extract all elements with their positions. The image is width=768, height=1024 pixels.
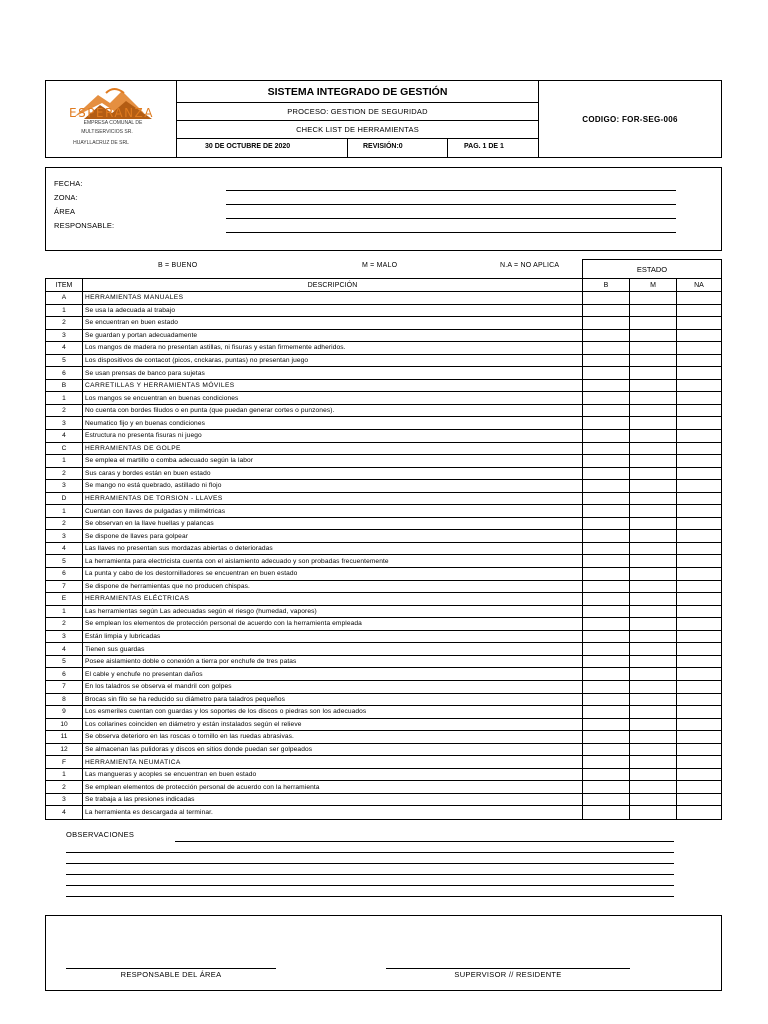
estado-na-cell[interactable] xyxy=(677,581,721,593)
estado-na-cell[interactable] xyxy=(677,305,721,317)
info-box xyxy=(45,167,722,251)
observaciones-label: OBSERVACIONES xyxy=(66,830,135,839)
item-description: Estructura no presenta fisuras ni juego xyxy=(83,430,583,442)
estado-b-cell[interactable] xyxy=(583,430,630,442)
section-title: HERRAMIENTA NEUMATICA xyxy=(83,756,583,768)
table-row xyxy=(46,668,721,681)
header-fecha: 30 DE OCTUBRE DE 2020 xyxy=(205,143,291,150)
item-number: 12 xyxy=(46,744,83,756)
estado-na-cell[interactable] xyxy=(677,794,721,806)
logo-name: ESPERANZA xyxy=(69,106,154,120)
estado-b-cell[interactable] xyxy=(583,380,630,392)
estado-m-cell[interactable] xyxy=(630,330,677,342)
estado-m-cell[interactable] xyxy=(630,593,677,605)
item-number: 5 xyxy=(46,656,83,668)
estado-header: ESTADO xyxy=(582,259,722,278)
table-row xyxy=(46,455,721,468)
item-number: 2 xyxy=(46,618,83,630)
estado-m-cell[interactable] xyxy=(630,555,677,567)
estado-m-cell[interactable] xyxy=(630,317,677,329)
table-row xyxy=(46,430,721,443)
estado-b-cell[interactable] xyxy=(583,568,630,580)
item-description: Los esmeriles cuentan con guardas y los soportes de los discos o piedras son los adecuados xyxy=(83,706,583,718)
estado-b-cell[interactable] xyxy=(583,694,630,706)
header-proceso: PROCESO: GESTION DE SEGURIDAD xyxy=(177,103,538,121)
estado-m-cell[interactable] xyxy=(630,380,677,392)
item-number: 2 xyxy=(46,781,83,793)
item-description: Se emplea el martillo o comba adecuado según la labor xyxy=(83,455,583,467)
estado-m-cell[interactable] xyxy=(630,305,677,317)
estado-m-cell[interactable] xyxy=(630,681,677,693)
estado-m-cell[interactable] xyxy=(630,581,677,593)
estado-b-cell[interactable] xyxy=(583,731,630,743)
table-row xyxy=(46,330,721,343)
section-row xyxy=(46,493,721,506)
estado-na-cell[interactable] xyxy=(677,643,721,655)
estado-b-cell[interactable] xyxy=(583,405,630,417)
estado-b-cell[interactable] xyxy=(583,794,630,806)
estado-na-cell[interactable] xyxy=(677,744,721,756)
item-number: 4 xyxy=(46,806,83,819)
estado-b-cell[interactable] xyxy=(583,505,630,517)
estado-na-cell[interactable] xyxy=(677,543,721,555)
area-label: ÁREA xyxy=(54,207,76,216)
logo-line-3: HUAYLLACRUZ DE SRL xyxy=(73,140,129,146)
header-revision: REVISIÓN:0 xyxy=(363,143,403,150)
estado-na-cell[interactable] xyxy=(677,706,721,718)
section-title: CARRETILLAS Y HERRAMIENTAS MÓVILES xyxy=(83,380,583,392)
estado-b-cell[interactable] xyxy=(583,781,630,793)
estado-m-cell[interactable] xyxy=(630,468,677,480)
fecha-field[interactable] xyxy=(226,190,676,191)
item-description: Brocas sin filo se ha reducido su diámetro para taladros pequeños xyxy=(83,694,583,706)
estado-b-cell[interactable] xyxy=(583,756,630,768)
table-row xyxy=(46,694,721,707)
table-row xyxy=(46,518,721,531)
estado-m-cell[interactable] xyxy=(630,367,677,379)
estado-b-cell[interactable] xyxy=(583,292,630,304)
estado-b-cell[interactable] xyxy=(583,455,630,467)
estado-m-cell[interactable] xyxy=(630,417,677,429)
item-description: Los dispositivos de contacot (picos, cnckaras, puntas) no presentan juego xyxy=(83,355,583,367)
item-number: 4 xyxy=(46,342,83,354)
legend-na: N.A = NO APLICA xyxy=(500,262,560,269)
table-row xyxy=(46,417,721,430)
item-description: Se mango no está quebrado, astillado ni flojo xyxy=(83,480,583,492)
item-number: 3 xyxy=(46,794,83,806)
estado-b-cell[interactable] xyxy=(583,581,630,593)
section-letter: C xyxy=(46,443,83,455)
estado-b-cell[interactable] xyxy=(583,305,630,317)
item-number: 1 xyxy=(46,505,83,517)
estado-m-cell[interactable] xyxy=(630,694,677,706)
col-item-header: ITEM xyxy=(46,279,83,291)
estado-b-cell[interactable] xyxy=(583,681,630,693)
estado-m-cell[interactable] xyxy=(630,756,677,768)
item-description: La herramienta para electricista cuenta con el aislamiento adecuado y son probadas frecuentemente xyxy=(83,555,583,567)
estado-na-cell[interactable] xyxy=(677,568,721,580)
table-row xyxy=(46,543,721,556)
estado-na-cell[interactable] xyxy=(677,355,721,367)
item-description: Se usan prensas de banco para sujetas xyxy=(83,367,583,379)
header-meta-row xyxy=(177,139,538,157)
logo-line-2: MULTISERVICIOS SR. xyxy=(81,129,133,135)
item-description: En los taladros se observa el mandril con golpes xyxy=(83,681,583,693)
item-description: Las mangueras y acoples se encuentran en buen estado xyxy=(83,769,583,781)
item-description: Se encuentran en buen estado xyxy=(83,317,583,329)
item-number: 3 xyxy=(46,480,83,492)
estado-m-cell[interactable] xyxy=(630,731,677,743)
estado-na-cell[interactable] xyxy=(677,480,721,492)
estado-na-cell[interactable] xyxy=(677,719,721,731)
item-description: Se trabaja a las presiones indicadas xyxy=(83,794,583,806)
table-row xyxy=(46,656,721,669)
estado-b-cell[interactable] xyxy=(583,330,630,342)
estado-na-cell[interactable] xyxy=(677,631,721,643)
item-description: No cuenta con bordes filudos o en punta (que puedan generar cortes o punzones). xyxy=(83,405,583,417)
section-row xyxy=(46,292,721,305)
estado-m-cell[interactable] xyxy=(630,806,677,819)
table-row xyxy=(46,480,721,493)
item-number: 9 xyxy=(46,706,83,718)
item-number: 6 xyxy=(46,568,83,580)
item-number: 2 xyxy=(46,317,83,329)
item-description: La herramienta es descargada al terminar. xyxy=(83,806,583,819)
item-number: 5 xyxy=(46,555,83,567)
item-number: 6 xyxy=(46,367,83,379)
item-number: 1 xyxy=(46,392,83,404)
table-row xyxy=(46,643,721,656)
estado-na-cell[interactable] xyxy=(677,405,721,417)
estado-b-cell[interactable] xyxy=(583,555,630,567)
estado-m-cell[interactable] xyxy=(630,530,677,542)
estado-m-cell[interactable] xyxy=(630,430,677,442)
table-row xyxy=(46,367,721,380)
section-letter: E xyxy=(46,593,83,605)
estado-na-cell[interactable] xyxy=(677,555,721,567)
header-documento: CHECK LIST DE HERRAMIENTAS xyxy=(177,121,538,139)
estado-m-cell[interactable] xyxy=(630,493,677,505)
estado-b-cell[interactable] xyxy=(583,593,630,605)
item-number: 2 xyxy=(46,468,83,480)
item-description: Se emplean los elementos de protección personal de acuerdo con la herramienta empleada xyxy=(83,618,583,630)
item-description: Están limpia y lubricadas xyxy=(83,631,583,643)
section-letter: B xyxy=(46,380,83,392)
observaciones-line-5[interactable] xyxy=(66,885,674,886)
item-description: La punta y cabo de los destornilladores se encuentran en buen estado xyxy=(83,568,583,580)
estado-b-cell[interactable] xyxy=(583,518,630,530)
col-desc-header: DESCRIPCIÓN xyxy=(83,279,583,291)
estado-m-cell[interactable] xyxy=(630,405,677,417)
item-description: El cable y enchufe no presentan daños xyxy=(83,668,583,680)
estado-na-cell[interactable] xyxy=(677,806,721,819)
estado-m-cell[interactable] xyxy=(630,392,677,404)
observaciones-line-1[interactable] xyxy=(175,841,674,842)
responsable-signature-line[interactable] xyxy=(66,968,276,969)
estado-m-cell[interactable] xyxy=(630,631,677,643)
item-number: 5 xyxy=(46,355,83,367)
signature-box xyxy=(45,915,722,991)
estado-m-cell[interactable] xyxy=(630,292,677,304)
estado-m-cell[interactable] xyxy=(630,568,677,580)
table-row xyxy=(46,769,721,782)
estado-b-cell[interactable] xyxy=(583,480,630,492)
estado-m-cell[interactable] xyxy=(630,543,677,555)
item-description: Sus caras y bordes están en buen estado xyxy=(83,468,583,480)
item-number: 11 xyxy=(46,731,83,743)
estado-na-cell[interactable] xyxy=(677,367,721,379)
estado-m-cell[interactable] xyxy=(630,769,677,781)
checklist-table xyxy=(45,278,722,820)
estado-na-cell[interactable] xyxy=(677,781,721,793)
table-row xyxy=(46,781,721,794)
item-number: 2 xyxy=(46,518,83,530)
col-na-header: NA xyxy=(694,281,704,289)
table-row xyxy=(46,806,721,819)
item-number: 8 xyxy=(46,694,83,706)
estado-na-cell[interactable] xyxy=(677,468,721,480)
col-m-header: M xyxy=(630,279,677,291)
estado-na-cell[interactable] xyxy=(677,606,721,618)
legend-bueno: B = BUENO xyxy=(158,262,198,269)
estado-m-cell[interactable] xyxy=(630,443,677,455)
table-row xyxy=(46,305,721,318)
item-number: 4 xyxy=(46,643,83,655)
legend-malo: M = MALO xyxy=(362,262,398,269)
item-description: Se almacenan las pulidoras y discos en sitios donde puedan ser golpeados xyxy=(83,744,583,756)
estado-na-cell[interactable] xyxy=(677,493,721,505)
estado-na-cell[interactable] xyxy=(677,694,721,706)
item-number: 10 xyxy=(46,719,83,731)
estado-m-cell[interactable] xyxy=(630,668,677,680)
estado-b-cell[interactable] xyxy=(583,355,630,367)
estado-b-cell[interactable] xyxy=(583,744,630,756)
estado-b-cell[interactable] xyxy=(583,317,630,329)
table-row xyxy=(46,706,721,719)
observaciones-line-6[interactable] xyxy=(66,896,674,897)
table-row xyxy=(46,681,721,694)
estado-b-cell[interactable] xyxy=(583,367,630,379)
item-number: 3 xyxy=(46,330,83,342)
estado-na-cell[interactable] xyxy=(677,392,721,404)
item-description: Posee aislamiento doble o conexión a tierra por enchufe de tres patas xyxy=(83,656,583,668)
section-title: HERRAMIENTAS DE GOLPE xyxy=(83,443,583,455)
estado-b-cell[interactable] xyxy=(583,643,630,655)
table-row xyxy=(46,555,721,568)
table-row xyxy=(46,405,721,418)
section-title: HERRAMIENTAS MANUALES xyxy=(83,292,583,304)
item-number: 3 xyxy=(46,631,83,643)
table-row xyxy=(46,530,721,543)
item-number: 7 xyxy=(46,581,83,593)
item-number: 1 xyxy=(46,305,83,317)
item-description: Los mangos se encuentran en buenas condiciones xyxy=(83,392,583,404)
estado-b-cell[interactable] xyxy=(583,530,630,542)
zona-field[interactable] xyxy=(226,204,676,205)
estado-m-cell[interactable] xyxy=(630,643,677,655)
estado-b-cell[interactable] xyxy=(583,606,630,618)
estado-b-cell[interactable] xyxy=(583,656,630,668)
item-description: Se emplean elementos de protección personal de acuerdo con la herramienta xyxy=(83,781,583,793)
estado-b-cell[interactable] xyxy=(583,769,630,781)
estado-m-cell[interactable] xyxy=(630,656,677,668)
estado-b-cell[interactable] xyxy=(583,618,630,630)
table-row xyxy=(46,392,721,405)
col-b-header: B xyxy=(583,279,630,291)
estado-na-cell[interactable] xyxy=(677,769,721,781)
estado-m-cell[interactable] xyxy=(630,606,677,618)
area-field[interactable] xyxy=(226,218,676,219)
section-row xyxy=(46,380,721,393)
table-row xyxy=(46,618,721,631)
item-number: 3 xyxy=(46,530,83,542)
estado-b-cell[interactable] xyxy=(583,631,630,643)
estado-na-cell[interactable] xyxy=(677,618,721,630)
observaciones-line-3[interactable] xyxy=(66,863,674,864)
estado-b-cell[interactable] xyxy=(583,417,630,429)
document-code: CODIGO: FOR-SEG-006 xyxy=(582,114,678,124)
table-row xyxy=(46,631,721,644)
estado-m-cell[interactable] xyxy=(630,355,677,367)
item-number: 2 xyxy=(46,405,83,417)
item-description: Se dispone de herramientas que no producen chispas. xyxy=(83,581,583,593)
estado-na-cell[interactable] xyxy=(677,380,721,392)
responsable-signature-label: RESPONSABLE DEL ÁREA xyxy=(120,970,222,979)
estado-na-cell[interactable] xyxy=(677,430,721,442)
estado-na-cell[interactable] xyxy=(677,731,721,743)
header-pagina: PAG. 1 DE 1 xyxy=(464,143,504,150)
estado-b-cell[interactable] xyxy=(583,719,630,731)
table-row xyxy=(46,606,721,619)
estado-na-cell[interactable] xyxy=(677,505,721,517)
estado-m-cell[interactable] xyxy=(630,455,677,467)
estado-m-cell[interactable] xyxy=(630,342,677,354)
estado-na-cell[interactable] xyxy=(677,292,721,304)
estado-b-cell[interactable] xyxy=(583,806,630,819)
item-description: Tienen sus guardas xyxy=(83,643,583,655)
estado-na-cell[interactable] xyxy=(677,681,721,693)
estado-b-cell[interactable] xyxy=(583,543,630,555)
item-number: 7 xyxy=(46,681,83,693)
table-row xyxy=(46,794,721,807)
estado-m-cell[interactable] xyxy=(630,706,677,718)
observaciones-line-2[interactable] xyxy=(66,852,674,853)
estado-b-cell[interactable] xyxy=(583,443,630,455)
table-row xyxy=(46,317,721,330)
table-header-row xyxy=(46,279,721,292)
estado-na-cell[interactable] xyxy=(677,668,721,680)
item-number: 1 xyxy=(46,455,83,467)
estado-na-cell[interactable] xyxy=(677,656,721,668)
section-letter: F xyxy=(46,756,83,768)
table-row xyxy=(46,744,721,757)
estado-na-cell[interactable] xyxy=(677,330,721,342)
logo-line-1: EMPRESA COMUNAL DE xyxy=(83,120,143,126)
estado-na-cell[interactable] xyxy=(677,342,721,354)
header-center xyxy=(177,81,539,157)
table-row xyxy=(46,731,721,744)
item-number: 3 xyxy=(46,417,83,429)
estado-m-cell[interactable] xyxy=(630,618,677,630)
item-description: Se observan en la llave huellas y palancas xyxy=(83,518,583,530)
estado-na-cell[interactable] xyxy=(677,317,721,329)
estado-b-cell[interactable] xyxy=(583,342,630,354)
supervisor-signature-line[interactable] xyxy=(386,968,630,969)
table-row xyxy=(46,355,721,368)
table-row xyxy=(46,581,721,594)
item-description: Las llaves no presentan sus mordazas abiertas o deterioradas xyxy=(83,543,583,555)
section-title: HERRAMIENTAS ELÉCTRICAS xyxy=(83,593,583,605)
table-row xyxy=(46,342,721,355)
table-row xyxy=(46,468,721,481)
responsable-field[interactable] xyxy=(226,232,676,233)
item-description: Neumatico fijo y en buenas condiciones xyxy=(83,417,583,429)
section-title: HERRAMIENTAS DE TORSION - LLAVES xyxy=(83,493,583,505)
estado-na-cell[interactable] xyxy=(677,443,721,455)
section-letter: A xyxy=(46,292,83,304)
section-row xyxy=(46,756,721,769)
item-number: 1 xyxy=(46,606,83,618)
estado-b-cell[interactable] xyxy=(583,392,630,404)
fecha-label: FECHA: xyxy=(54,179,83,188)
estado-na-cell[interactable] xyxy=(677,530,721,542)
item-description: Se guardan y portan adecuadamente xyxy=(83,330,583,342)
table-row xyxy=(46,719,721,732)
item-number: 4 xyxy=(46,430,83,442)
estado-m-cell[interactable] xyxy=(630,744,677,756)
estado-na-cell[interactable] xyxy=(677,417,721,429)
item-description: Los collarines coinciden en diámetro y están instalados según el relieve xyxy=(83,719,583,731)
header-title: SISTEMA INTEGRADO DE GESTIÓN xyxy=(177,81,538,103)
zona-label: ZONA: xyxy=(54,193,78,202)
estado-na-cell[interactable] xyxy=(677,756,721,768)
estado-m-cell[interactable] xyxy=(630,719,677,731)
item-description: Se observa deterioro en las roscas o tornillo en las ruedas abrasivas. xyxy=(83,731,583,743)
item-description: Se usa la adecuada al trabajo xyxy=(83,305,583,317)
supervisor-signature-label: SUPERVISOR // RESIDENTE xyxy=(454,970,562,979)
table-row xyxy=(46,568,721,581)
estado-b-cell[interactable] xyxy=(583,706,630,718)
item-description: Se dispone de llaves para golpear xyxy=(83,530,583,542)
estado-m-cell[interactable] xyxy=(630,505,677,517)
document-header xyxy=(45,80,722,158)
section-letter: D xyxy=(46,493,83,505)
company-logo xyxy=(46,81,177,157)
estado-na-cell[interactable] xyxy=(677,518,721,530)
item-number: 1 xyxy=(46,769,83,781)
item-description: Cuentan con llaves de pulgadas y milimétricas xyxy=(83,505,583,517)
estado-na-cell[interactable] xyxy=(677,593,721,605)
estado-m-cell[interactable] xyxy=(630,781,677,793)
item-description: Los mangos de madera no presentan astillas, ni fisuras y estan firmemente adheridos. xyxy=(83,342,583,354)
responsable-label: RESPONSABLE: xyxy=(54,221,115,230)
estado-m-cell[interactable] xyxy=(630,518,677,530)
section-row xyxy=(46,593,721,606)
estado-b-cell[interactable] xyxy=(583,668,630,680)
estado-b-cell[interactable] xyxy=(583,493,630,505)
estado-na-cell[interactable] xyxy=(677,455,721,467)
section-row xyxy=(46,443,721,456)
item-number: 6 xyxy=(46,668,83,680)
item-number: 4 xyxy=(46,543,83,555)
table-row xyxy=(46,505,721,518)
estado-m-cell[interactable] xyxy=(630,794,677,806)
estado-m-cell[interactable] xyxy=(630,480,677,492)
estado-b-cell[interactable] xyxy=(583,468,630,480)
observaciones-line-4[interactable] xyxy=(66,874,674,875)
item-description: Las herramientas según Las adecuadas según el riesgo (humedad, vapores) xyxy=(83,606,583,618)
